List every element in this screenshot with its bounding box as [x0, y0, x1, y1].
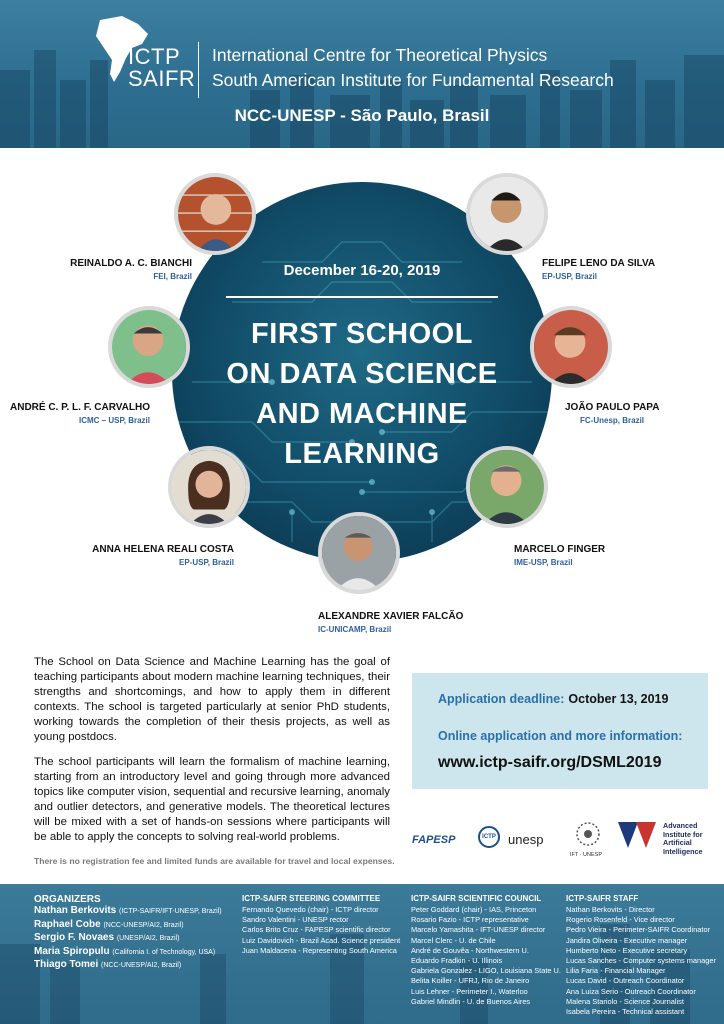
venue-location: NCC-UNESP - São Paulo, Brasil [234, 106, 490, 125]
speaker-name: REINALDO A. C. BIANCHI [70, 258, 192, 269]
organizer-name: Raphael Cobe [34, 918, 101, 930]
staff-member: Jandira Oliveira - Executive manager [566, 935, 688, 945]
description-paragraph-1: The School on Data Science and Machine Learning has the goal of teaching participants about modern machine learning techniques, their strengths and shortcomings, and how to apply them in different contexts. The school is targeted particularly at senior PhD students, working towards the completion of their thesis projects, as well as young postdocs. [34, 656, 390, 743]
council-member: Eduardo Fradkin - U. Illinois [411, 956, 503, 966]
council-member: Marcelo Yamashita - IFT-UNESP director [411, 925, 546, 935]
application-url-link[interactable]: www.ictp-saifr.org/DSML2019 [438, 754, 662, 771]
speaker-name: JOÃO PAULO PAPA [565, 402, 660, 413]
council-member: Gabriel Mindlin - U. de Buenos Aires [411, 996, 531, 1006]
steering-member: Juan Maldacena - Representing South America [242, 945, 397, 955]
speaker-affiliation: EP-USP, Brazil [542, 272, 597, 281]
organizer-affiliation: (ICTP-SAIFR/IFT-UNESP, Brazil) [119, 908, 222, 915]
speaker-affiliation: IC-UNICAMP, Brazil [318, 625, 392, 634]
staff-member: Isabela Pereira - Technical assistant [566, 1007, 685, 1017]
application-deadline [438, 692, 668, 706]
organizer-affiliation: (NCC-UNESP/AI2, Brazil) [101, 962, 182, 970]
council-member: Luis Lehner - Perimeter I., Waterloo [411, 986, 528, 996]
organizers-heading: ORGANIZERS [34, 894, 101, 905]
deadline-label: Application deadline: [438, 692, 565, 706]
organizer-affiliation: (NCC-UNESP/AI2, Brazil) [103, 921, 184, 929]
title-line-3: AND MACHINE [256, 398, 468, 430]
ai2-text-line: Artificial [663, 838, 692, 847]
ai2-logo-text [663, 822, 703, 856]
logo-divider [198, 42, 199, 98]
speaker-affiliation: EP-USP, Brazil [179, 558, 234, 567]
council-member: Rosario Fazio - ICTP representative [411, 915, 529, 925]
ift-unesp-logo-icon [568, 820, 608, 852]
steering-committee-column [242, 894, 400, 956]
staff-member: Lilia Faria - Financial Manager [566, 966, 666, 976]
speaker-photo-carvalho [108, 306, 190, 388]
header-banner [0, 0, 724, 148]
ai2-text-line: Advanced [663, 821, 698, 830]
registration-note: There is no registration fee and limited funds are available for travel and local expenses. [34, 856, 395, 866]
staff-member: Humberto Neto - Executive secretary [566, 945, 688, 955]
council-member: Peter Goddard (chair) - IAS, Princeton [411, 905, 537, 914]
online-application-label: Online application and more information: [438, 729, 683, 743]
council-member: André de Gouvêa - Northwestern U. [411, 945, 529, 955]
steering-heading: ICTP-SAIFR STEERING COMMITTEE [242, 894, 381, 903]
title-line-1: FIRST SCHOOL [251, 318, 473, 350]
staff-member: Rogerio Rosenfeld - Vice director [566, 915, 675, 925]
organizer-name: Maria Spiropulu [34, 945, 110, 957]
speaker-photo-finger [466, 446, 548, 528]
speaker-affiliation: IME-USP, Brazil [514, 558, 573, 567]
unesp-logo: unesp [508, 832, 544, 847]
ictp-saifr-logo [128, 46, 195, 90]
organizer-entry [34, 932, 222, 946]
logo-line-saifr: SAIFR [128, 66, 196, 91]
staff-member: Ana Luiza Serio - Outreach Coordinator [566, 986, 696, 996]
ictp-logo: ICTP [478, 826, 500, 848]
institute-name-line2: South American Institute for Fundamental Research [212, 70, 614, 90]
speaker-name: MARCELO FINGER [514, 544, 606, 555]
steering-member: Carlos Brito Cruz - FAPESP scientific director [242, 925, 391, 935]
institute-name-line1: International Centre for Theoretical Physics [212, 45, 548, 65]
speaker-name: ALEXANDRE XAVIER FALCÃO [318, 611, 464, 622]
steering-member: Luiz Davidovich - Brazil Acad. Science president [242, 935, 401, 945]
organizer-entry [34, 959, 222, 973]
deadline-value: October 13, 2019 [568, 692, 669, 706]
organizer-name: Nathan Berkovits [34, 905, 117, 916]
speaker-affiliation: ICMC – USP, Brazil [79, 416, 150, 425]
speaker-affiliation: FC-Unesp, Brazil [580, 416, 645, 425]
organizer-entry [34, 919, 222, 933]
scientific-council-column [411, 894, 561, 1007]
staff-member: Lucas Sanches - Computer systems manager [566, 956, 716, 966]
speaker-name: FELIPE LENO DA SILVA [542, 258, 656, 269]
council-member: Gabriela Gonzalez - LIGO, Louisiana State U. [411, 966, 561, 976]
speaker-affiliation: FEI, Brazil [153, 272, 192, 281]
organizer-affiliation: (UNESP/AI2, Brazil) [116, 935, 180, 943]
organizers-column [34, 894, 222, 973]
speaker-photo-bianchi [174, 173, 256, 255]
council-member: Belita Koiller - UFRJ, Rio de Janeiro [411, 976, 530, 986]
speaker-name: ANDRÉ C. P. L. F. CARVALHO [10, 402, 151, 413]
staff-heading: ICTP-SAIFR STAFF [566, 894, 639, 903]
fapesp-logo: FAPESP [412, 834, 456, 846]
description-paragraph-2: The school participants will learn the formalism of machine learning, starting from an introductory level and going through more advanced topics like computer vision, sequential and recursive learning, anomaly and outlier detectors, and generative models. The theoretical lectures will be mixed with a set of hands-on sessions where participants will be able to apply the concepts to solving real-world problems. [34, 756, 390, 843]
staff-member: Pedro Vieira - Perimeter-SAIFR Coordinator [566, 925, 711, 935]
council-heading: ICTP-SAIFR SCIENTIFIC COUNCIL [411, 894, 542, 903]
ai2-text-line: Intelligence [663, 846, 703, 856]
speaker-name: ANNA HELENA REALI COSTA [92, 544, 234, 555]
staff-member: Malena Stariolo - Science Journalist [566, 996, 684, 1006]
speaker-photo-reali-costa [168, 446, 250, 528]
staff-member: Nathan Berkovits - Director [566, 905, 655, 914]
event-date: December 16-20, 2019 [283, 262, 441, 279]
organizer-name: Thiago Tomei [34, 959, 99, 971]
speaker-photo-papa [530, 306, 612, 388]
steering-member: Sandro Valentini - UNESP rector [242, 915, 349, 925]
organizer-affiliation: (California I. of Technology, USA) [112, 948, 216, 956]
date-divider [226, 296, 498, 298]
organizer-entry [34, 946, 222, 960]
organizer-name: Sergio F. Novaes [34, 932, 115, 944]
event-title [190, 314, 534, 474]
organizer-entry [34, 905, 222, 919]
ai2-text-line: Institute for [663, 829, 703, 839]
steering-member: Fernando Quevedo (chair) - ICTP director [242, 905, 379, 914]
staff-member: Lucas David - Outreach Coordinator [566, 976, 685, 986]
ift-unesp-label: IFT - UNESP [570, 852, 602, 858]
title-line-4: LEARNING [284, 438, 440, 470]
ai2-logo-icon [616, 820, 658, 850]
speaker-photo-falcao [318, 512, 400, 594]
logo-line-ictp: ICTP [128, 44, 181, 69]
speaker-photo-leno-da-silva [466, 173, 548, 255]
title-line-2: ON DATA SCIENCE [226, 358, 498, 390]
council-member: Marcel Clerc - U. de Chile [411, 935, 496, 945]
staff-column [566, 894, 716, 1017]
